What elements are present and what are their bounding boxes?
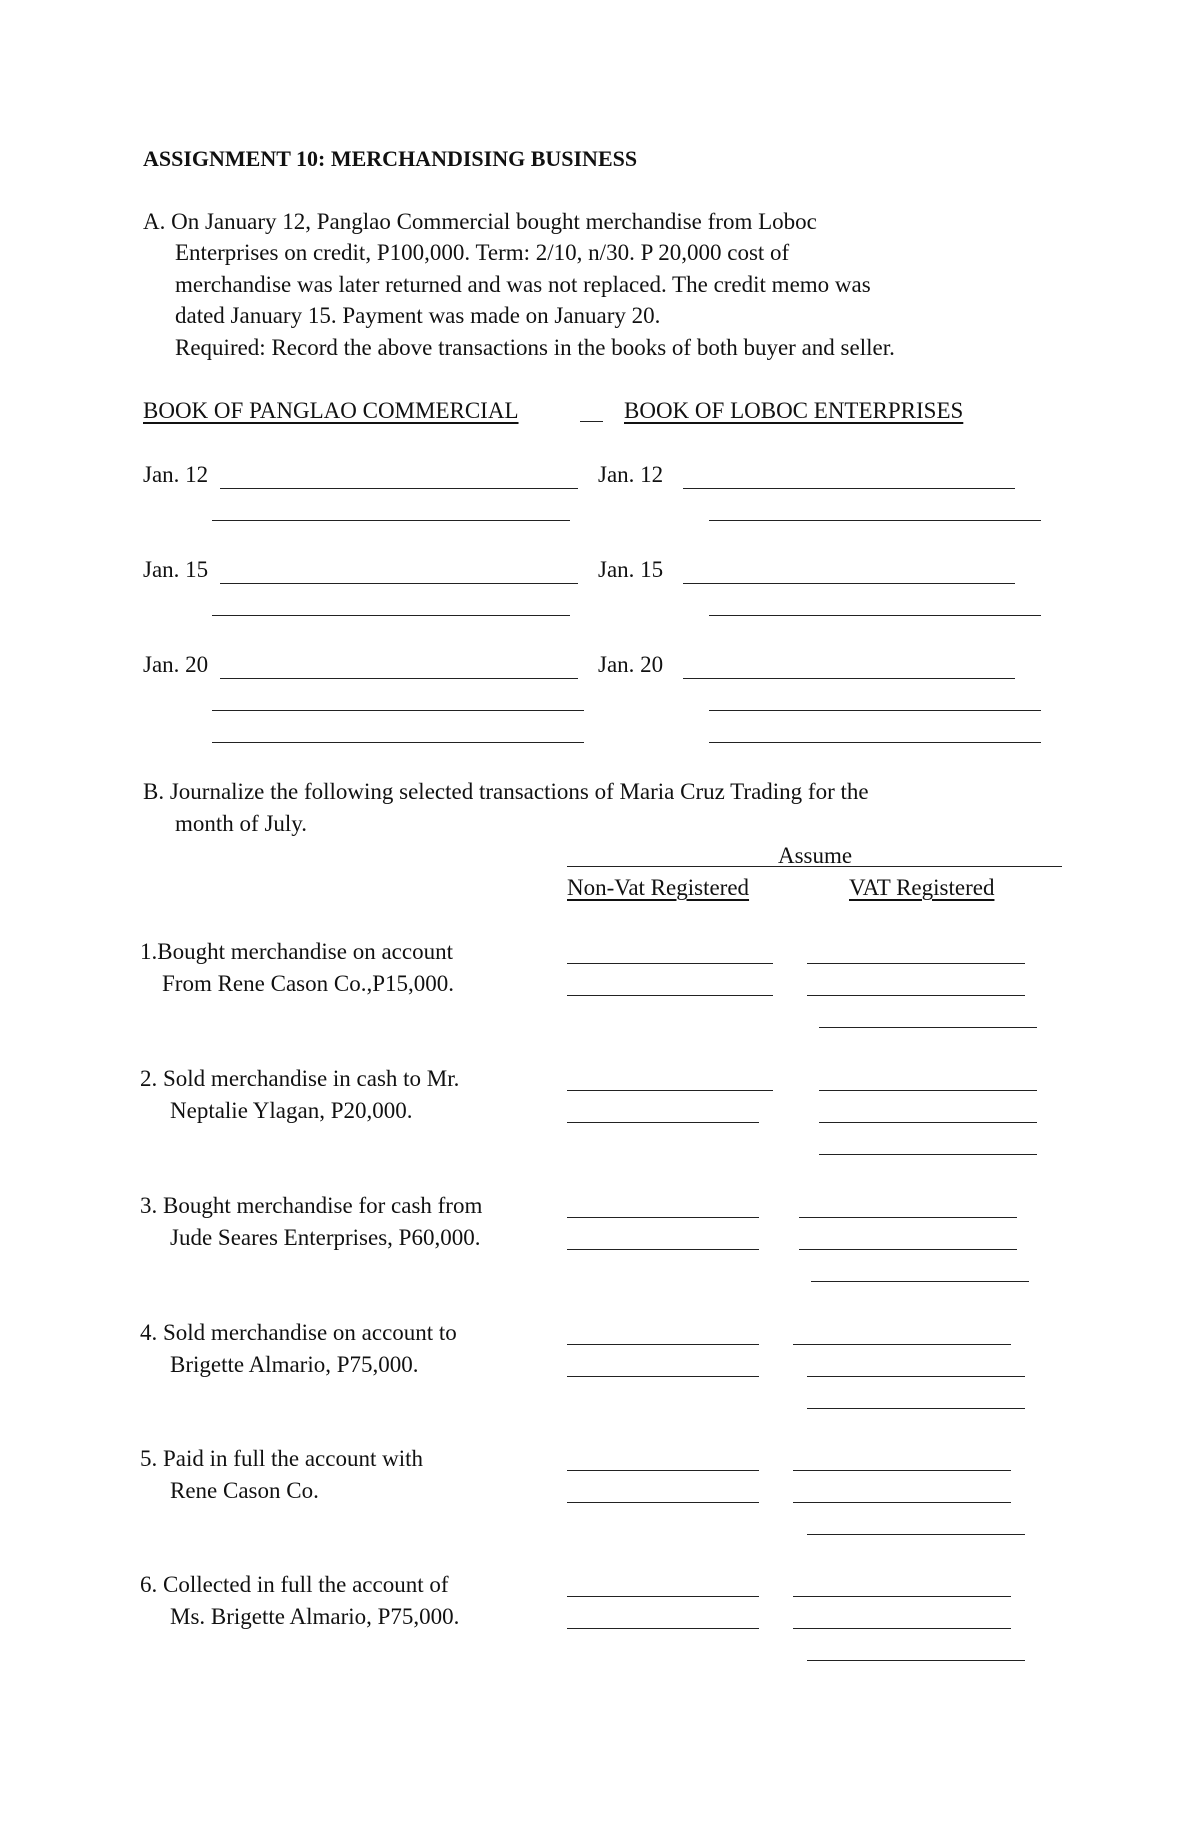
seller-jan15-line-1 [683, 583, 1015, 584]
seller-jan20-line-3 [709, 742, 1041, 743]
item-1-nonvat-line-2 [567, 995, 773, 996]
buyer-jan12-line-1 [220, 488, 578, 489]
seller-date-jan15: Jan. 15 [598, 557, 664, 582]
item-2-line-2: Neptalie Ylagan, P20,000. [170, 1098, 413, 1123]
buyer-date-jan15: Jan. 15 [143, 557, 209, 582]
item-5-vat-line-1 [793, 1470, 1011, 1471]
item-5-nonvat-line-1 [567, 1470, 759, 1471]
item-2-nonvat-line-1 [567, 1090, 773, 1091]
item-1-line-1: 1.Bought merchandise on account [140, 939, 453, 964]
buyer-jan20-line-1 [220, 678, 578, 679]
item-1-line-2: From Rene Cason Co.,P15,000. [162, 971, 454, 996]
buyer-jan15-line-2 [212, 615, 570, 616]
seller-jan15-line-2 [709, 615, 1041, 616]
seller-jan20-line-2 [709, 710, 1041, 711]
buyer-jan12-line-2 [212, 520, 570, 521]
item-2-vat-line-1 [819, 1090, 1037, 1091]
seller-date-jan12: Jan. 12 [598, 462, 664, 487]
book-buyer-heading: BOOK OF PANGLAO COMMERCIAL [143, 398, 519, 423]
item-2-vat-line-2 [819, 1122, 1037, 1123]
part-a-required: Required: Record the above transactions in the books of both buyer and seller. [175, 335, 895, 360]
seller-jan12-line-2 [709, 520, 1041, 521]
item-3-nonvat-line-2 [567, 1249, 759, 1250]
assume-label: Assume [778, 843, 853, 868]
item-1-vat-line-2 [807, 995, 1025, 996]
part-a-line-3: merchandise was later returned and was not replaced. The credit memo was [175, 272, 871, 297]
item-6-nonvat-line-2 [567, 1628, 759, 1629]
book-buyer-heading-rule [580, 421, 603, 422]
col-vat-heading: VAT Registered [849, 875, 995, 900]
item-3-vat-line-3 [811, 1281, 1029, 1282]
item-1-vat-line-1 [807, 963, 1025, 964]
page-title: ASSIGNMENT 10: MERCHANDISING BUSINESS [143, 146, 638, 171]
item-4-line-2: Brigette Almario, P75,000. [170, 1352, 419, 1377]
seller-jan12-line-1 [683, 488, 1015, 489]
item-3-line-2: Jude Seares Enterprises, P60,000. [170, 1225, 481, 1250]
item-5-vat-line-2 [793, 1502, 1011, 1503]
part-a-line-2: Enterprises on credit, P100,000. Term: 2/10, n/30. P 20,000 cost of [175, 240, 790, 265]
item-6-vat-line-2 [793, 1628, 1011, 1629]
seller-date-jan20: Jan. 20 [598, 652, 664, 677]
item-3-nonvat-line-1 [567, 1217, 759, 1218]
item-6-line-2: Ms. Brigette Almario, P75,000. [170, 1604, 460, 1629]
buyer-jan20-line-3 [212, 742, 584, 743]
item-2-vat-line-3 [819, 1154, 1037, 1155]
item-4-vat-line-2 [807, 1376, 1025, 1377]
item-5-nonvat-line-2 [567, 1502, 759, 1503]
seller-jan20-line-1 [683, 678, 1015, 679]
buyer-date-jan12: Jan. 12 [143, 462, 209, 487]
item-4-vat-line-1 [793, 1344, 1011, 1345]
item-3-vat-line-1 [799, 1217, 1017, 1218]
part-b-line-2: month of July. [175, 811, 308, 836]
item-3-line-1: 3. Bought merchandise for cash from [140, 1193, 483, 1218]
buyer-date-jan20: Jan. 20 [143, 652, 209, 677]
item-4-vat-line-3 [807, 1408, 1025, 1409]
item-6-nonvat-line-1 [567, 1596, 759, 1597]
item-4-line-1: 4. Sold merchandise on account to [140, 1320, 457, 1345]
item-5-line-2: Rene Cason Co. [170, 1478, 319, 1503]
item-3-vat-line-2 [799, 1249, 1017, 1250]
item-5-vat-line-3 [807, 1534, 1025, 1535]
part-a-line-4: dated January 15. Payment was made on January 20. [175, 303, 661, 328]
col-nonvat-heading: Non-Vat Registered [567, 875, 750, 900]
item-1-nonvat-line-1 [567, 963, 773, 964]
item-4-nonvat-line-1 [567, 1344, 759, 1345]
buyer-jan15-line-1 [220, 583, 578, 584]
item-4-nonvat-line-2 [567, 1376, 759, 1377]
item-5-line-1: 5. Paid in full the account with [140, 1446, 423, 1471]
item-6-vat-line-1 [793, 1596, 1011, 1597]
item-2-nonvat-line-2 [567, 1122, 759, 1123]
item-6-vat-line-3 [807, 1660, 1025, 1661]
part-a-line-1: A. On January 12, Panglao Commercial bought merchandise from Loboc [143, 209, 817, 234]
item-1-vat-line-3 [819, 1027, 1037, 1028]
book-seller-heading: BOOK OF LOBOC ENTERPRISES [624, 398, 964, 423]
buyer-jan20-line-2 [212, 710, 584, 711]
part-b-line-1: B. Journalize the following selected transactions of Maria Cruz Trading for the [143, 779, 869, 804]
item-6-line-1: 6. Collected in full the account of [140, 1572, 449, 1597]
item-2-line-1: 2. Sold merchandise in cash to Mr. [140, 1066, 460, 1091]
